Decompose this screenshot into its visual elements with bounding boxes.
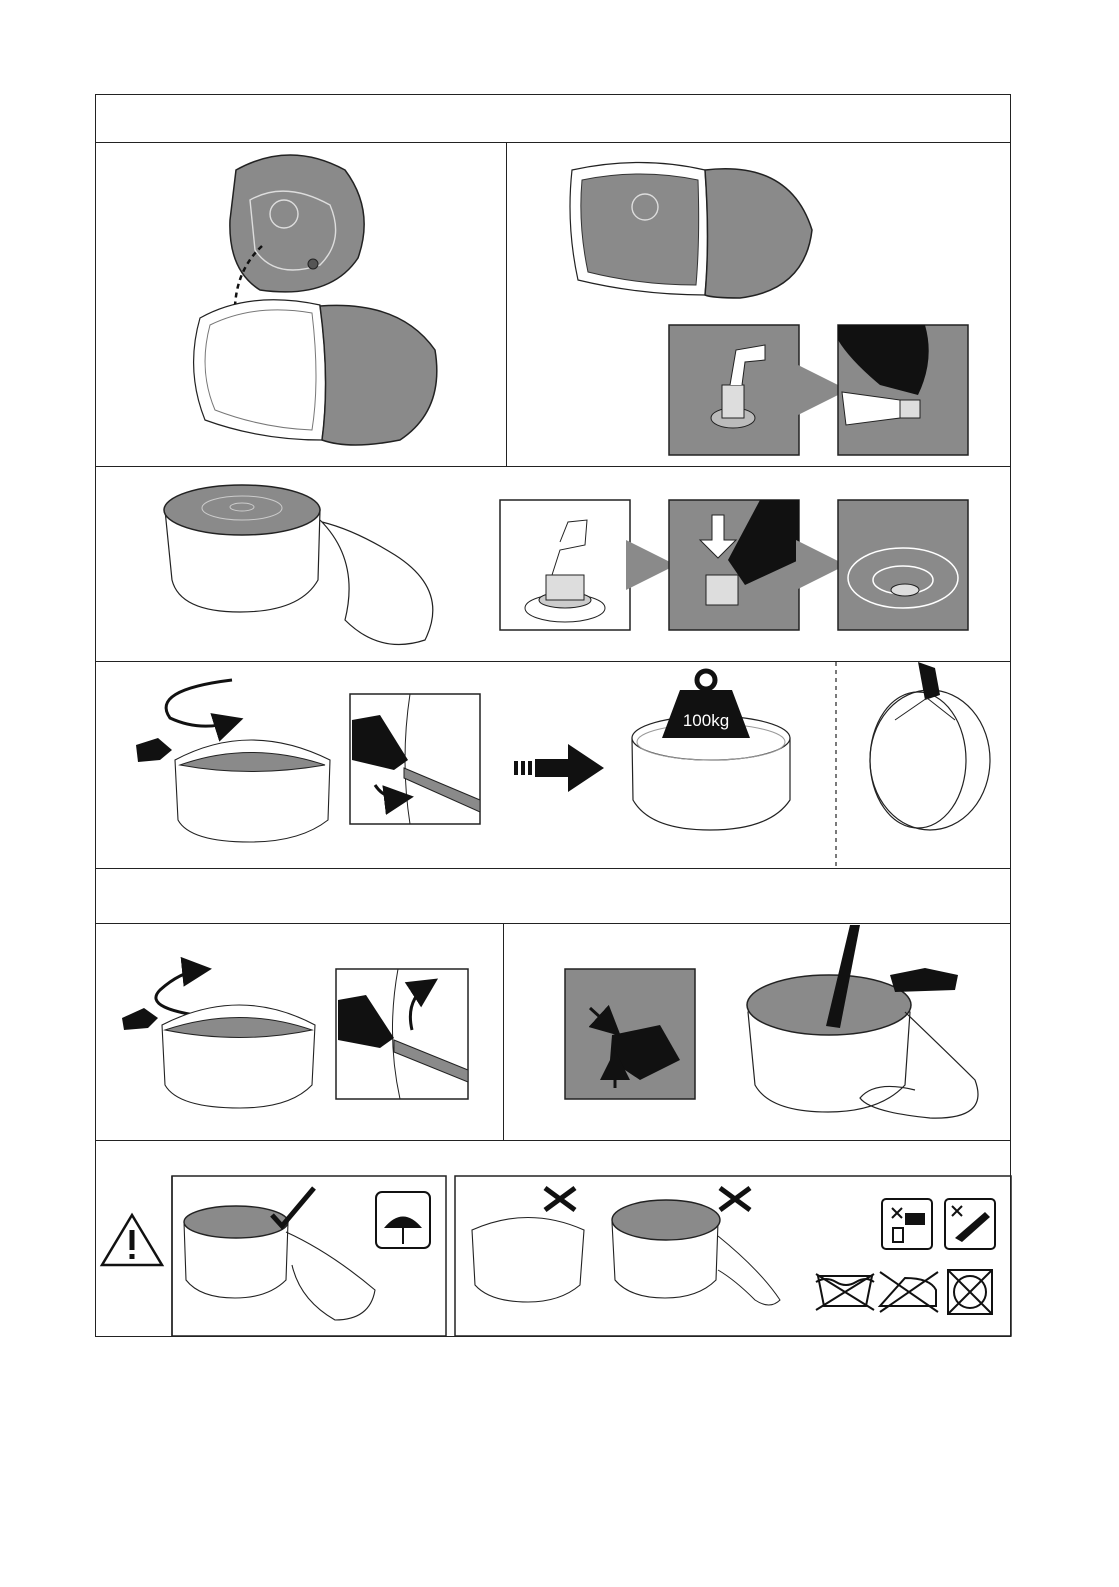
incorrect-use-icon-2 (612, 1188, 780, 1305)
no-iron-icon (880, 1272, 938, 1312)
deflate-press-valve-icon (565, 925, 978, 1118)
no-tumble-dry-icon (948, 1270, 992, 1314)
correct-use-icon (184, 1188, 375, 1320)
umbrella-rain-icon (376, 1192, 430, 1248)
unzip-deflate-icon (122, 969, 468, 1108)
no-wash-icon (816, 1274, 874, 1310)
no-bleach-icon (882, 1199, 932, 1249)
zip-close-load-icon (136, 662, 990, 868)
insert-inflatable-into-cover-icon (194, 155, 437, 445)
no-cut-icon (945, 1199, 995, 1249)
pump-valve-inflate-icon (570, 163, 968, 456)
weight-label: 100kg (682, 711, 730, 730)
warning-triangle-icon (102, 1215, 162, 1265)
incorrect-use-icon-1 (472, 1188, 584, 1302)
close-valve-icon (164, 485, 968, 645)
